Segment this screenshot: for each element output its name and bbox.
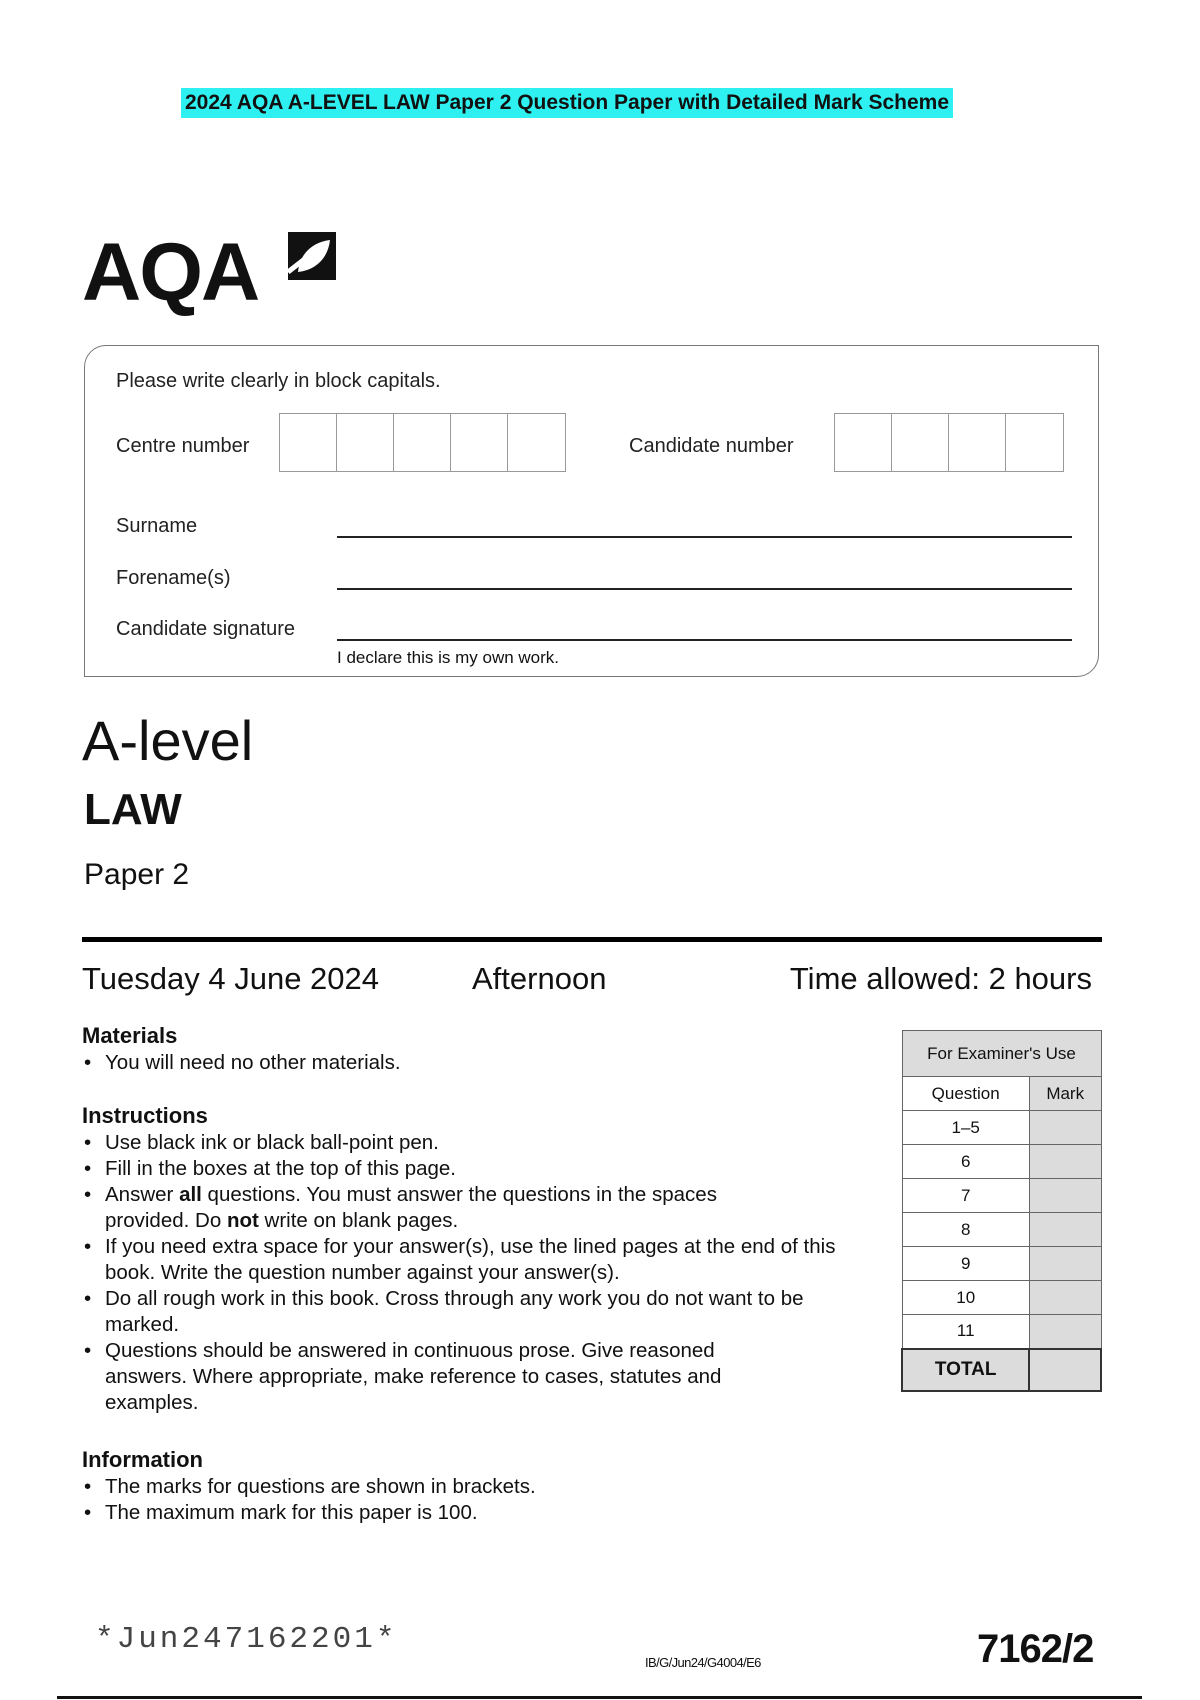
examiner-heading: For Examiner's Use (902, 1031, 1101, 1077)
aqa-leaf-icon (284, 228, 340, 286)
table-row (902, 1179, 1101, 1213)
title-banner: 2024 AQA A-LEVEL LAW Paper 2 Question Paper with Detailed Mark Scheme (181, 88, 953, 118)
question-cell: 10 (902, 1281, 1029, 1315)
instructions-heading: Instructions (82, 1103, 208, 1128)
list-item: • Do all rough work in this book. Cross through any work you do not want to be marked. (82, 1286, 842, 1338)
mark-column-header: Mark (1029, 1077, 1101, 1111)
block-capitals-instruction: Please write clearly in block capitals. (116, 370, 441, 392)
surname-label: Surname (116, 515, 198, 537)
question-cell: 7 (902, 1179, 1029, 1213)
table-row (902, 1145, 1101, 1179)
list-item: • Use black ink or black ball-point pen. (82, 1130, 872, 1156)
table-row (902, 1247, 1101, 1281)
question-column-header: Question (902, 1077, 1029, 1111)
list-item: • The maximum mark for this paper is 100. (82, 1500, 872, 1526)
mark-cell (1029, 1247, 1101, 1281)
question-cell: 9 (902, 1247, 1029, 1281)
mark-cell (1029, 1111, 1101, 1145)
mark-cell (1029, 1213, 1101, 1247)
information-section (82, 1447, 872, 1526)
list-item: • The marks for questions are shown in brackets. (82, 1474, 872, 1500)
mark-cell (1029, 1145, 1101, 1179)
question-cell: 6 (902, 1145, 1029, 1179)
exam-date: Tuesday 4 June 2024 (82, 961, 380, 996)
table-row (902, 1111, 1101, 1145)
question-cell: 11 (902, 1315, 1029, 1349)
question-cell: 1–5 (902, 1111, 1029, 1145)
total-label: TOTAL (902, 1349, 1029, 1391)
information-heading: Information (82, 1447, 203, 1472)
list-item: • Fill in the boxes at the top of this page. (82, 1156, 872, 1182)
materials-heading: Materials (82, 1023, 178, 1048)
footer-rule (57, 1696, 1142, 1699)
candidate-number-input[interactable] (834, 413, 1064, 472)
declaration-text: I declare this is my own work. (337, 648, 560, 667)
centre-number-label: Centre number (116, 435, 250, 457)
centre-number-input[interactable] (279, 413, 566, 472)
paper-code: 7162/2 (977, 1627, 1094, 1671)
document-reference: IB/G/Jun24/G4004/E6 (645, 1655, 761, 1670)
signature-field[interactable] (337, 639, 1072, 641)
aqa-logo: AQA (82, 232, 258, 314)
table-row (902, 1315, 1101, 1349)
divider (82, 937, 1102, 942)
candidate-number-label: Candidate number (629, 435, 794, 457)
materials-section (82, 1023, 872, 1076)
exam-session: Afternoon (472, 961, 607, 996)
table-row (902, 1281, 1101, 1315)
paper-title: Paper 2 (84, 858, 190, 891)
total-mark-cell (1029, 1349, 1101, 1391)
list-item: • If you need extra space for your answer(s), use the lined pages at the end of this book. Write the question number against your answer(s). (82, 1234, 872, 1286)
mark-cell (1029, 1179, 1101, 1213)
table-row (902, 1213, 1101, 1247)
instructions-section (82, 1103, 872, 1416)
question-cell: 8 (902, 1213, 1029, 1247)
surname-field[interactable] (337, 536, 1072, 538)
mark-cell (1029, 1281, 1101, 1315)
list-item: • Answer all questions. You must answer the questions in the spaces provided. Do not write on blank pages. (82, 1182, 782, 1234)
examiner-use-table (901, 1030, 1102, 1392)
barcode-text: *Jun247162201* (95, 1622, 398, 1657)
list-item: • Questions should be answered in continuous prose. Give reasoned answers. Where appropriate, make reference to cases, statutes and examples. (82, 1338, 802, 1416)
qualification-level: A-level (82, 709, 254, 772)
subject-title: LAW (84, 785, 182, 834)
forenames-field[interactable] (337, 588, 1072, 590)
forenames-label: Forename(s) (116, 567, 231, 589)
signature-label: Candidate signature (116, 618, 296, 640)
list-item: • You will need no other materials. (82, 1050, 872, 1076)
mark-cell (1029, 1315, 1101, 1349)
time-allowed: Time allowed: 2 hours (789, 961, 1092, 996)
